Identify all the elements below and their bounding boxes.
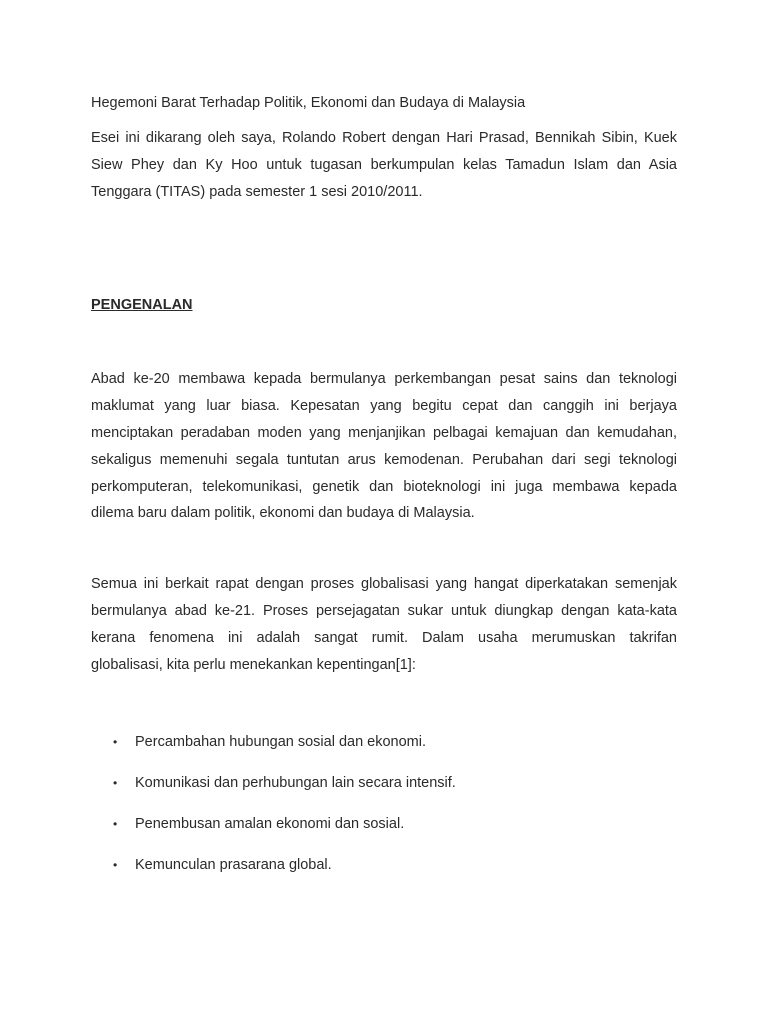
bullet-item: Penembusan amalan ekonomi dan sosial. <box>135 816 405 832</box>
bullet-item: Kemunculan prasarana global. <box>135 857 332 873</box>
para1-line: perkomputeran, telekomunikasi, genetik dan bioteknologi ini juga membawa kepada <box>91 479 677 495</box>
para1-line: maklumat yang luar biasa. Kepesatan yang begitu cepat dan canggih ini berjaya <box>91 398 677 414</box>
para1-line: Abad ke-20 membawa kepada bermulanya perkembangan pesat sains dan teknologi <box>91 371 677 387</box>
para1-line: dilema baru dalam politik, ekonomi dan budaya di Malaysia. <box>91 505 475 521</box>
document-title: Hegemoni Barat Terhadap Politik, Ekonomi dan Budaya di Malaysia <box>91 95 526 111</box>
para2-line: globalisasi, kita perlu menekankan kepentingan[1]: <box>91 657 416 673</box>
para1-line: sekaligus memenuhi segala tuntutan arus kemodenan. Perubahan dari segi teknologi <box>91 452 677 468</box>
bullet-icon: • <box>113 858 118 872</box>
bullet-item: Komunikasi dan perhubungan lain secara intensif. <box>135 775 456 791</box>
para2-line: bermulanya abad ke-21. Proses persejagatan sukar untuk diungkap dengan kata-kata <box>91 603 677 619</box>
intro-line: Tenggara (TITAS) pada semester 1 sesi 2010/2011. <box>91 184 423 200</box>
bullet-icon: • <box>113 817 118 831</box>
para2-line: kerana fenomena ini adalah sangat rumit. Dalam usaha merumuskan takrifan <box>91 630 677 646</box>
intro-line: Siew Phey dan Ky Hoo untuk tugasan berkumpulan kelas Tamadun Islam dan Asia <box>91 157 677 173</box>
section-heading: PENGENALAN <box>91 297 193 313</box>
intro-line: Esei ini dikarang oleh saya, Rolando Robert dengan Hari Prasad, Bennikah Sibin, Kuek <box>91 130 677 146</box>
bullet-icon: • <box>113 776 118 790</box>
para1-line: mencipt​akan peradaban moden yang menjanjikan pelbagai kemajuan dan kemudahan, <box>91 425 677 441</box>
bullet-icon: • <box>113 735 118 749</box>
para2-line: Semua ini berkait rapat dengan proses globalisasi yang hangat diperkatakan semenjak <box>91 576 677 592</box>
bullet-item: Percambahan hubungan sosial dan ekonomi. <box>135 734 427 750</box>
